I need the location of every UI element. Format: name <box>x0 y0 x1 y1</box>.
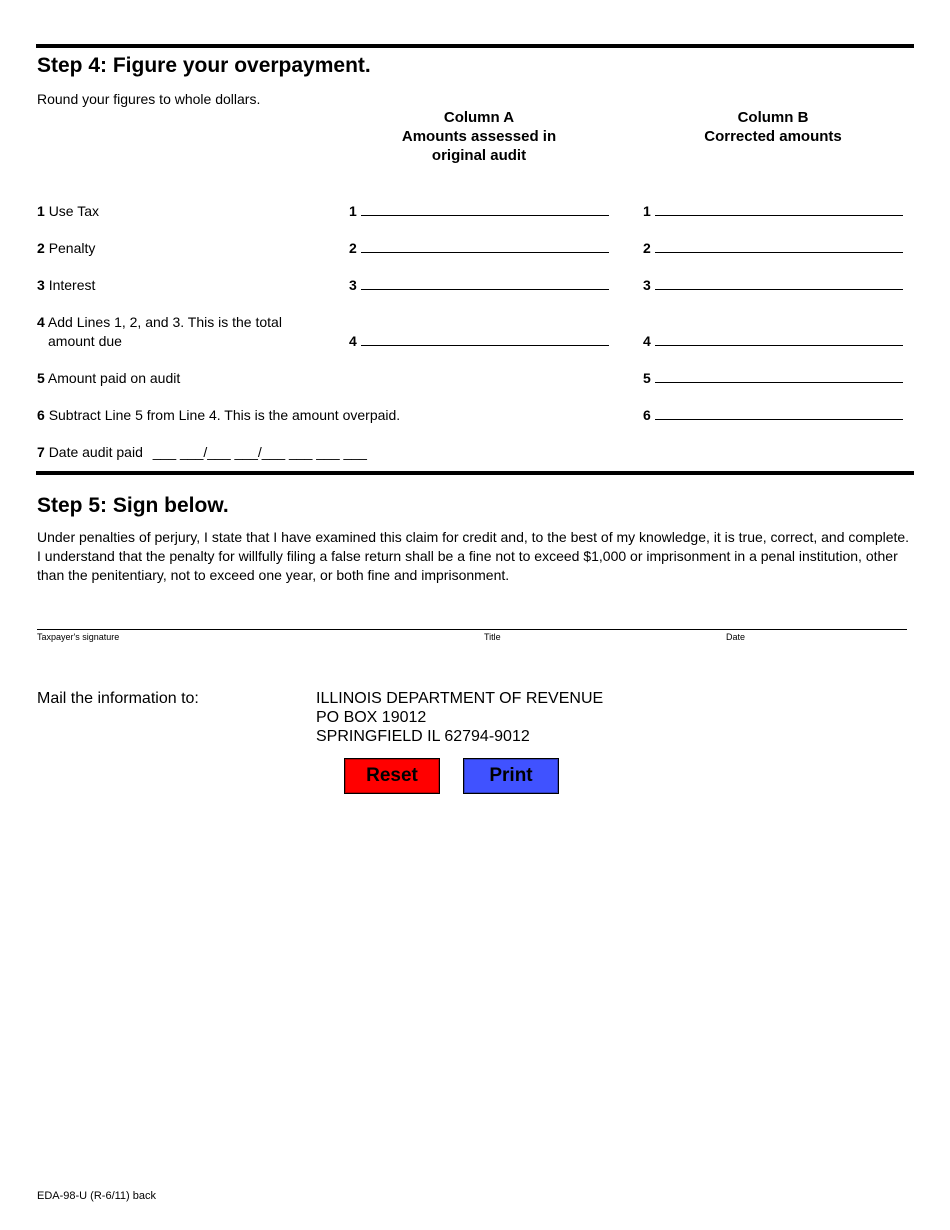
line-4-label: 4 Add Lines 1, 2, and 3. This is the total amount due <box>37 314 282 349</box>
line-6-column-b-field[interactable]: 6 <box>643 406 903 424</box>
form-id-footer: EDA-98-U (R-6/11) back <box>37 1190 156 1202</box>
line-7-label: 7 Date audit paid ___ ___/___ ___/___ ___ ___ ___ <box>37 444 367 460</box>
line-3-column-b-field[interactable]: 3 <box>643 276 903 294</box>
taxpayer-signature-label: Taxpayer's signature <box>37 632 120 642</box>
top-rule <box>36 44 914 48</box>
step4-title: Step 4: Figure your overpayment. <box>37 54 371 77</box>
line-5-label: 5 Amount paid on audit <box>37 370 181 386</box>
line-2-column-a-field[interactable]: 2 <box>349 239 609 257</box>
column-b-header: Column B Corrected amounts <box>704 109 842 145</box>
mail-label: Mail the information to: <box>37 690 199 707</box>
line-3-label: 3 Interest <box>37 277 96 293</box>
step5-rule <box>36 471 914 475</box>
line-2-column-b-field[interactable]: 2 <box>643 239 903 257</box>
reset-button[interactable]: Reset <box>344 758 440 794</box>
line-4-column-a-field[interactable]: 4 <box>349 332 609 350</box>
line-5-column-b-field[interactable]: 5 <box>643 369 903 387</box>
perjury-declaration: Under penalties of perjury, I state that I have examined this claim for credit and, to the best of my knowledge, it is true, correct, and complete. I understand that the penalty for willfully filing a false return shall be a fine not to exceed $1,000 or imprisonment in a penal institution, other than the penitentiary, not to exceed one year, or both fine and imprisonment. <box>37 529 910 583</box>
line-3-column-a-field[interactable]: 3 <box>349 276 609 294</box>
step5-title: Step 5: Sign below. <box>37 494 229 517</box>
print-button[interactable]: Print <box>463 758 559 794</box>
title-label: Title <box>484 632 501 642</box>
date-audit-paid-field[interactable]: ___ ___/___ ___/___ ___ ___ ___ <box>152 444 367 460</box>
signature-line[interactable] <box>37 629 907 630</box>
line-1-column-b-field[interactable]: 1 <box>643 202 903 220</box>
mailing-address: ILLINOIS DEPARTMENT OF REVENUE PO BOX 19012 SPRINGFIELD IL 62794-9012 <box>316 690 604 745</box>
line-6-label: 6 Subtract Line 5 from Line 4. This is the amount overpaid. <box>37 407 401 423</box>
line-1-column-a-field[interactable]: 1 <box>349 202 609 220</box>
line-4-column-b-field[interactable]: 4 <box>643 332 903 350</box>
line-2-label: 2 Penalty <box>37 240 96 256</box>
round-instruction: Round your figures to whole dollars. <box>37 91 261 107</box>
column-a-header: Column A Amounts assessed in original audit <box>401 109 557 164</box>
date-label: Date <box>726 632 746 642</box>
line-1-label: 1 Use Tax <box>37 203 100 219</box>
